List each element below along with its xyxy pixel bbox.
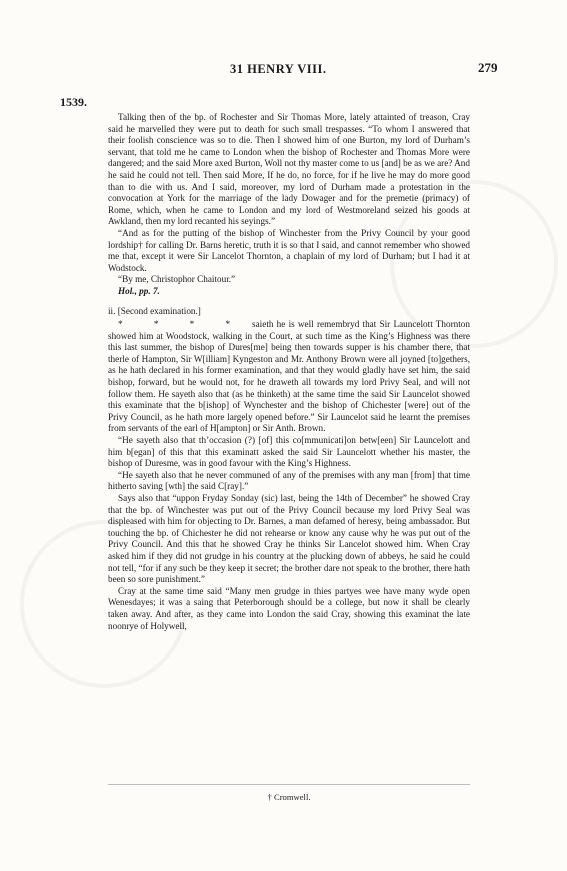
- page-number: 279: [478, 60, 498, 75]
- source-note: Hol., pp. 7.: [118, 285, 160, 296]
- footnote-rule: [108, 784, 470, 785]
- running-head: 31 HENRY VIII.: [230, 62, 327, 76]
- paragraph: “He sayeth also that th’occasion (?) [of] this co[mmunicati]on betw[een] Sir Launcelott and him b[egan] of this that this examinatt asked the said Sir Launcelott whether his master, the bishop of Duresme, was in good favour with the King’s Highness.: [108, 435, 470, 469]
- paragraph-text: saieth he is well remembryd that Sir Launcelott Thornton showed him at Woodstock, walking in the Court, at such time as the King’s Highness was there this last summer, the bishop of Dures[me] being then towards supper is his chamber there, that therle of Hampton, Sir W[illiam] Kyngeston and Mr. Anthony Brown were all joyned [to]gethers, as he hath declared in his former examination, and that they would gladly have set him, the said bishop, forward, but he would not, for he draweth all towards my lord Privy Seal, and will not follow them. He sayeth also that (as he thinketh) at the same time the said Sir Launcelot showed this examinate that the b[ishop] of Wynchester and the bishop of Chichester [were] out of the Privy Council, as he hath more largely opened before.” Sir Launcelot said he learnt the premises from servants of the earl of H[ampton] or Sir Anth. Brown.: [108, 319, 470, 434]
- paragraph: Talking then of the bp. of Rochester and Sir Thomas More, lately attainted of treason, Cray said he marvelled they were put to death for such small trespasses. “To whom I answered that their foolish conscience was so to die. Then I showed him of one Burton, my lord of Durham’s servant, that told me he came to London when the bishop of Rochester and Thomas More were dangered; and the said More axed Burton, Woll not thy master come to us [and] be as we are? And he said he could not tell. Then said More, If he do, no force, for if he live he may do more good than to die with us. And I said, moreover, my lord of Durham made a protestation in the convocation at York for the marriage of the lady Dowager and for the premetie (primacy) of Rome, which, when he came to London and my lord of Westmoreland seized his goods at Awkland, then my lord recanted his seyings.”: [108, 112, 470, 227]
- footnote: † Cromwell.: [267, 792, 311, 802]
- margin-year: 1539.: [60, 95, 87, 109]
- signature-line: “By me, Christophor Chaitour.”: [118, 274, 236, 285]
- paragraph: “And as for the putting of the bishop of Winchester from the Privy Council by your good lordship† for calling Dr. Barns heretic, truth it is so that I said, and cannot remember who showed me that, except it were Sir Lancelot Thornton, a chaplain of my lord of Durham; but I had it at Wodstock.: [108, 227, 470, 273]
- section-heading: ii. [Second examination.]: [108, 305, 201, 316]
- ellipsis-stars: * * * *: [118, 319, 245, 330]
- paragraph: “He sayeth also that he never communed of any of the premises with any man [from] that time hitherto saving [wth] the said C[ray].”: [108, 469, 470, 492]
- paragraph: Cray at the same time said “Many men grudge in thies partyes wee have many wyde open Wenesdayes; it was a saing that Peterborough should be a college, but now it shall be clearly taken away. And after, as they came into London the said Cray, showing this examinat the late noonrye of Holywell,: [108, 585, 470, 631]
- body-text: [108, 112, 470, 632]
- paragraph: Says also that “uppon Fryday Sonday (sic) last, being the 14th of December” he showed Cray that the bp. of Winchester was put out of the Privy Council because my lord Privy Seal was displeased with him for objecting to Dr. Barnes, a man defamed of heresy, being ambassador. But touching the bp. of Chichester he did not rehearse or know any cause why he was put out of the Privy Council. And this that he showed Cray he thinks Sir Lancelot showed him. When Cray asked him if they did not grudge in his country at the plucking down of abbeys, he said he could not tell, “for if any such be they keep it secret; the brother dare not speak to the brother, there hath been so sore punishment.”: [108, 493, 470, 585]
- paragraph: [108, 319, 470, 435]
